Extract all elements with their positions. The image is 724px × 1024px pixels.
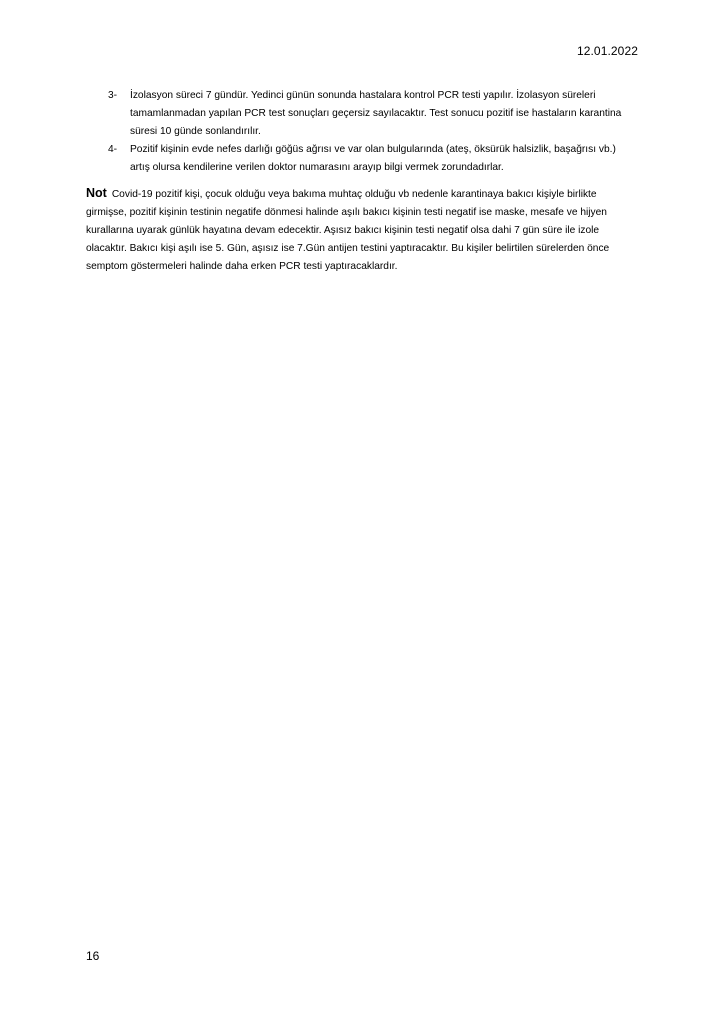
header-date: 12.01.2022 (576, 44, 638, 58)
list-item-text: Pozitif kişinin evde nefes darlığı göğüs ağrısı ve var olan bulgularında (ateş, öksürük halsizlik, başağrısı vb.) artış olursa kendilerine verilen doktor numarasını arayıp bilgi vermek zorundadırlar. (130, 144, 616, 173)
list-item-text: İzolasyon süreci 7 gündür. Yedinci günün sonunda hastalara kontrol PCR testi yapılır. İzolasyon süreleri tamamlanmadan yapılan PCR test sonuçları geçersiz sayılacaktır. Test sonucu pozitif ise hastaların karantina süresi 10 günde sonlandırılır. (130, 90, 622, 137)
list-item (108, 87, 638, 141)
list-item-number: 3- (108, 90, 118, 101)
list-item-number: 4- (108, 144, 118, 155)
numbered-list (108, 87, 638, 177)
page-number: 16 (86, 949, 100, 963)
list-item (108, 141, 638, 177)
note-label: Not (86, 186, 107, 200)
note-paragraph (86, 184, 638, 276)
note-text: Covid-19 pozitif kişi, çocuk olduğu veya bakıma muhtaç olduğu vb nedenle karantinaya bakıcı kişiyle birlikte girmişse, pozitif kişinin testinin negatife dönmesi halinde aşılı bakıcı kişinin testi negatif ise maske, mesafe ve hijyen kurallarına uyarak günlük hayatına devam edecektir. Aşısız bakıcı kişinin testi negatif olsa dahi 7 gün süre ile izole olacaktır. Bakıcı kişi aşılı ise 5. Gün, aşısız ise 7.Gün antijen testini yaptıracaktır. Bu kişiler belirtilen sürelerden önce semptom göstermeleri halinde daha erken PCR testi yaptıracaklardır. (86, 189, 610, 272)
